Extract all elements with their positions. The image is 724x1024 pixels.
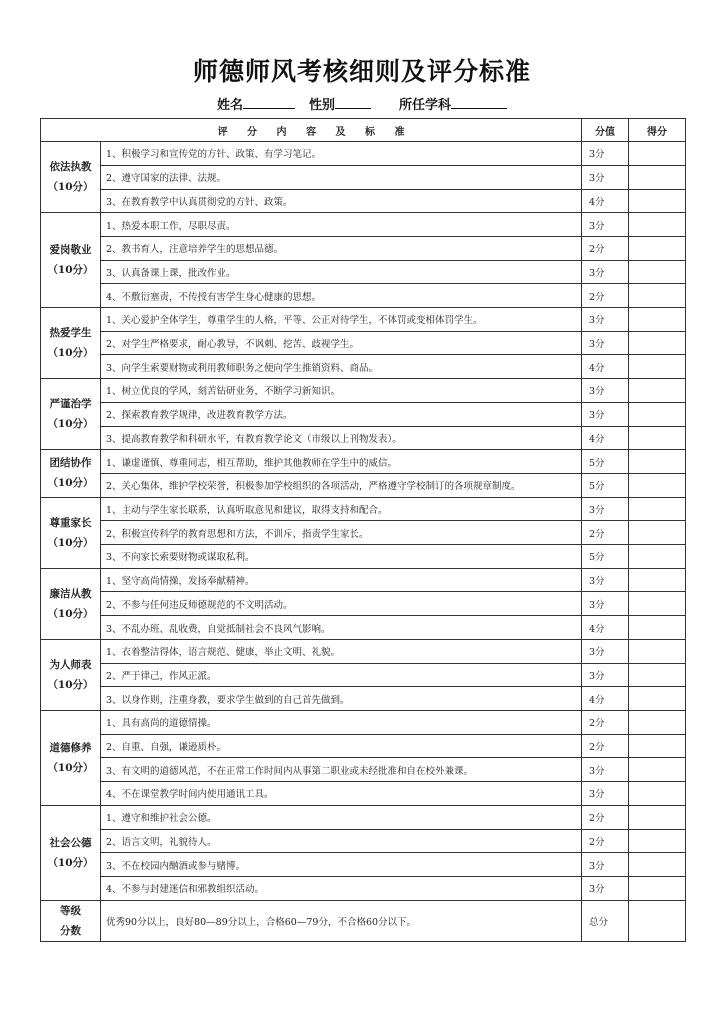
table-row [41,805,686,829]
score-cell[interactable] [629,402,686,426]
criterion-text: 1、衣着整洁得体，语言规范、健康，举止文明、礼貌。 [101,639,582,663]
category-name: 道德修养 [49,741,92,754]
table-header-row [41,119,686,142]
criterion-text: 1、具有高尚的道德情操。 [101,710,582,734]
header-points: 分值 [582,119,629,142]
score-cell[interactable] [629,473,686,497]
category-total: （10分） [47,418,94,431]
table-row [41,331,686,355]
points-value: 4分 [582,687,629,711]
name-field[interactable] [243,95,295,109]
score-cell[interactable] [629,639,686,663]
criterion-text: 3、提高教育教学和科研水平，有教育教学论文（市级以上刊物发表）。 [101,426,582,450]
points-value: 3分 [582,639,629,663]
category-name: 为人师表 [49,658,92,671]
table-row [41,734,686,758]
page-title: 师德师风考核细则及评分标准 [192,57,531,86]
score-cell[interactable] [629,853,686,877]
points-value: 3分 [582,592,629,616]
category-name: 社会公德 [49,836,92,849]
table-row [41,236,686,260]
criterion-text: 1、积极学习和宣传党的方针、政策、有学习笔记。 [101,142,582,166]
points-value: 3分 [582,331,629,355]
score-cell[interactable] [629,260,686,284]
category-total: （10分） [47,347,94,360]
category-name: 依法执教 [49,161,92,174]
criterion-text: 3、不在校园内酗酒或参与赌博。 [101,853,582,877]
table-row [41,616,686,640]
score-cell[interactable] [629,734,686,758]
subject-label: 所任学科 [399,98,452,113]
score-cell[interactable] [629,758,686,782]
criterion-text: 3、不向家长索要财物或谋取私利。 [101,545,582,569]
score-cell[interactable] [629,426,686,450]
points-value: 3分 [582,853,629,877]
table-row [41,758,686,782]
score-cell[interactable] [629,545,686,569]
score-cell[interactable] [629,450,686,474]
grading-label-line1: 等级 [60,904,81,917]
criterion-text: 2、不参与任何违反师德规范的不文明活动。 [101,592,582,616]
table-row [41,853,686,877]
points-value: 3分 [582,876,629,900]
category-cell [41,308,101,379]
score-cell[interactable] [629,521,686,545]
score-cell[interactable] [629,189,686,213]
score-cell[interactable] [629,308,686,332]
points-value: 4分 [582,355,629,379]
table-row [41,829,686,853]
category-cell [41,710,101,805]
table-row [41,639,686,663]
criterion-text: 3、认真备课上课，批改作业。 [101,260,582,284]
header-score: 得分 [629,119,686,142]
category-total: （10分） [47,607,94,620]
evaluation-table [40,118,686,942]
points-value: 3分 [582,402,629,426]
table-row [41,189,686,213]
criterion-text: 1、坚守高尚情操，发扬奉献精神。 [101,568,582,592]
category-cell [41,142,101,213]
table-row [41,687,686,711]
criterion-text: 2、自重、自强，谦逊质朴。 [101,734,582,758]
points-value: 3分 [582,142,629,166]
points-value: 2分 [582,805,629,829]
points-value: 4分 [582,189,629,213]
points-value: 3分 [582,213,629,237]
criterion-text: 2、探索教育教学规律，改进教育教学方法。 [101,402,582,426]
criterion-text: 1、遵守和维护社会公德。 [101,805,582,829]
table-row [41,308,686,332]
category-cell [41,450,101,497]
criterion-text: 2、积极宣传科学的教育思想和方法，不训斥、指责学生家长。 [101,521,582,545]
criterion-text: 1、热爱本职工作，尽职尽责。 [101,213,582,237]
table-row [41,710,686,734]
points-value: 2分 [582,284,629,308]
table-row [41,876,686,900]
category-name: 严谨治学 [49,398,92,411]
category-cell [41,568,101,639]
table-row [41,142,686,166]
header-criteria: 评 分 内 容 及 标 准 [41,119,582,142]
score-cell[interactable] [629,568,686,592]
points-value: 5分 [582,545,629,569]
points-value: 3分 [582,379,629,403]
category-total: （10分） [47,856,94,869]
score-cell[interactable] [629,876,686,900]
points-value: 4分 [582,616,629,640]
points-value: 3分 [582,758,629,782]
category-name: 廉洁从教 [49,587,92,600]
category-name: 热爱学生 [49,327,92,340]
table-row [41,260,686,284]
table-row [41,592,686,616]
category-name: 尊重家长 [49,516,92,529]
category-cell [41,497,101,568]
score-cell[interactable] [629,355,686,379]
table-row [41,402,686,426]
score-cell[interactable] [629,616,686,640]
grading-criteria: 优秀90分以上，良好80—89分以上，合格60—79分，不合格60分以下。 [101,900,582,941]
criterion-text: 3、不乱办班、乱收费，自觉抵制社会不良风气影响。 [101,616,582,640]
points-value: 2分 [582,829,629,853]
score-cell[interactable] [629,236,686,260]
criterion-text: 1、谦虚谨慎、尊重同志，相互帮助，维护其他教师在学生中的威信。 [101,450,582,474]
score-cell[interactable] [629,284,686,308]
score-cell[interactable] [629,497,686,521]
criterion-text: 2、关心集体，维护学校荣誉，积极参加学校组织的各项活动，严格遵守学校制订的各项规章制度。 [101,473,582,497]
points-value: 3分 [582,782,629,806]
points-value: 2分 [582,734,629,758]
score-cell[interactable] [629,710,686,734]
category-cell [41,639,101,710]
category-name: 爱岗敬业 [49,244,92,257]
gender-field[interactable] [335,95,371,109]
info-line [0,94,724,113]
table-row [41,568,686,592]
category-total: （10分） [47,678,94,691]
table-row [41,782,686,806]
criterion-text: 3、有文明的道德风范，不在正常工作时间内从事第二职业或未经批准和自在校外兼课。 [101,758,582,782]
points-value: 2分 [582,236,629,260]
total-score-cell[interactable] [629,900,686,941]
table-row [41,450,686,474]
subject-field[interactable] [451,95,507,109]
criterion-text: 3、向学生索要财物或利用教师职务之便向学生推销资料、商品。 [101,355,582,379]
criterion-text: 1、关心爱护全体学生，尊重学生的人格，平等、公正对待学生，不体罚或变相体罚学生。 [101,308,582,332]
grading-label-line2: 分数 [60,924,81,937]
score-cell[interactable] [629,331,686,355]
score-cell[interactable] [629,829,686,853]
score-cell[interactable] [629,213,686,237]
grading-label-cell [41,900,101,941]
points-value: 3分 [582,568,629,592]
category-total: （10分） [47,761,94,774]
table-row [41,473,686,497]
criterion-text: 2、对学生严格要求，耐心教导，不讽刺、挖苦、歧视学生。 [101,331,582,355]
criterion-text: 2、教书育人，注意培养学生的思想品德。 [101,236,582,260]
score-cell[interactable] [629,805,686,829]
points-value: 2分 [582,521,629,545]
criterion-text: 3、以身作则，注重身教，要求学生做到的自己首先做到。 [101,687,582,711]
category-cell [41,213,101,308]
criterion-text: 4、不敷衍塞责，不传授有害学生身心健康的思想。 [101,284,582,308]
category-total: （10分） [47,477,94,490]
points-value: 5分 [582,473,629,497]
table-row [41,284,686,308]
table-row [41,497,686,521]
points-value: 4分 [582,426,629,450]
criterion-text: 2、遵守国家的法律、法规。 [101,165,582,189]
name-label: 姓名 [216,98,243,113]
category-name: 团结协作 [49,457,92,470]
table-row [41,663,686,687]
grading-row [41,900,686,941]
criterion-text: 1、树立优良的学风，刻苦钻研业务，不断学习新知识。 [101,379,582,403]
points-value: 3分 [582,308,629,332]
score-cell[interactable] [629,687,686,711]
points-value: 2分 [582,710,629,734]
score-cell[interactable] [629,142,686,166]
points-value: 3分 [582,497,629,521]
table-row [41,355,686,379]
points-value: 3分 [582,165,629,189]
category-total: （10分） [47,536,94,549]
criterion-text: 4、不参与封建迷信和邪教组织活动。 [101,876,582,900]
category-total: （10分） [47,264,94,277]
table-row [41,545,686,569]
category-cell [41,805,101,900]
gender-label: 性别 [308,98,335,113]
criterion-text: 2、语言文明，礼貌待人。 [101,829,582,853]
table-row [41,213,686,237]
table-row [41,165,686,189]
criterion-text: 4、不在课堂教学时间内使用通讯工具。 [101,782,582,806]
points-value: 5分 [582,450,629,474]
points-value: 3分 [582,260,629,284]
table-row [41,521,686,545]
total-label: 总分 [582,900,629,941]
points-value: 3分 [582,663,629,687]
table-row [41,426,686,450]
category-total: （10分） [47,181,94,194]
score-cell[interactable] [629,165,686,189]
criterion-text: 1、主动与学生家长联系，认真听取意见和建议，取得支持和配合。 [101,497,582,521]
score-cell[interactable] [629,663,686,687]
score-cell[interactable] [629,592,686,616]
score-cell[interactable] [629,782,686,806]
score-cell[interactable] [629,379,686,403]
criterion-text: 3、在教育教学中认真贯彻党的方针、政策。 [101,189,582,213]
criterion-text: 2、严于律己，作风正派。 [101,663,582,687]
table-row [41,379,686,403]
category-cell [41,379,101,450]
